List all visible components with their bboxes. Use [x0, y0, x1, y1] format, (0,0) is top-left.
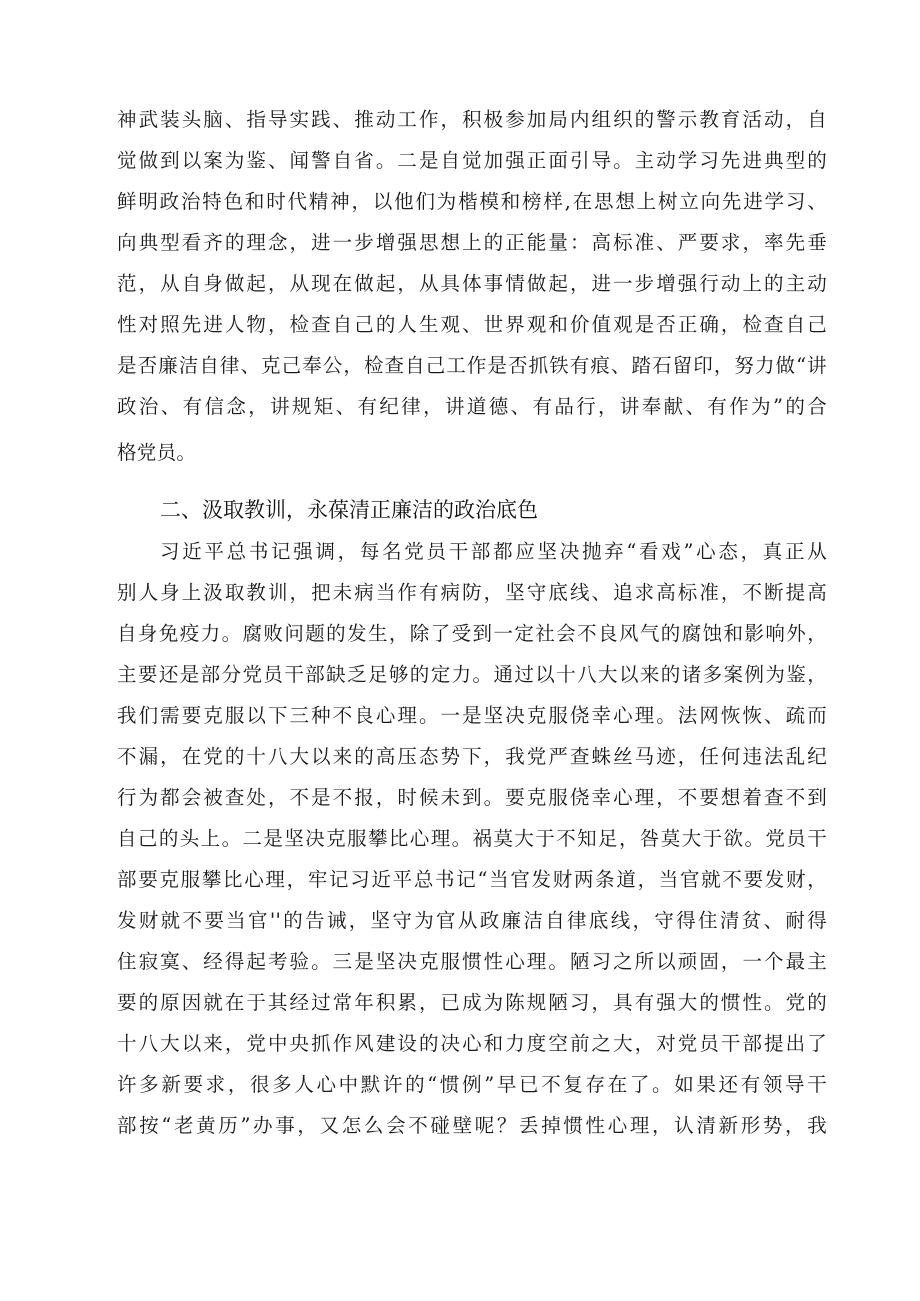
text-line: 行为都会被查处，不是不报，时候未到。要克服侥幸心理，不要想着查不到: [117, 786, 827, 809]
text-line: 部要克服攀比心理，牢记习近平总书记“当官发财两条道，当官就不要发财，: [117, 868, 827, 891]
text-line: 我们需要克服以下三种不良心理。一是坚决克服侥幸心理。法网恢恢、疏而: [117, 704, 827, 727]
text-line: 自己的头上。二是坚决克服攀比心理。祸莫大于不知足，咎莫大于欲。党员干: [117, 827, 827, 850]
text-line: 范，从自身做起，从现在做起，从具体事情做起，进一步增强行动上的主动: [117, 272, 827, 295]
text-line: 是否廉洁自律、克己奉公，检查自己工作是否抓铁有痕、踏石留印，努力做“讲: [117, 354, 827, 377]
text-line: 觉做到以案为鉴、闻警自省。二是自觉加强正面引导。主动学习先进典型的: [117, 149, 827, 172]
text-line: 发财就不要当官''的告诫，坚守为官从政廉洁自律底线，守得住清贫、耐得: [117, 909, 827, 932]
text-line: 主要还是部分党员干部缺乏足够的定力。通过以十八大以来的诸多案例为鉴，: [117, 663, 827, 686]
text-line: 政治、有信念，讲规矩、有纪律，讲道德、有品行，讲奉献、有作为”的合: [117, 395, 827, 418]
text-line: 十八大以来，党中央抓作风建设的决心和力度空前之大，对党员干部提出了: [117, 1032, 827, 1055]
text-line: 别人身上汲取教训，把未病当作有病防，坚守底线、追求高标准，不断提高: [117, 581, 827, 604]
text-line: 习近平总书记强调，每名党员干部都应坚决抛弃“看戏”心态，真正从: [160, 540, 827, 563]
text-line: 要的原因就在于其经过常年积累，已成为陈规陋习，具有强大的惯性。党的: [117, 991, 827, 1014]
text-line: 鲜明政治特色和时代精神，以他们为楷模和榜样,在思想上树立向先进学习、: [117, 190, 827, 213]
text-line: 格党员。: [117, 441, 197, 464]
text-line: 部按“老黄历”办事，又怎么会不碰壁呢？丢掉惯性心理，认清新形势，我: [117, 1114, 827, 1137]
text-line: 住寂寞、经得起考验。三是坚决克服惯性心理。陋习之所以顽固，一个最主: [117, 950, 827, 973]
section-heading: 二、汲取教训，永葆清正廉洁的政治底色: [160, 498, 538, 522]
text-line: 许多新要求，很多人心中默许的“惯例”早已不复存在了。如果还有领导干: [117, 1073, 827, 1096]
text-line: 性对照先进人物，检查自己的人生观、世界观和价值观是否正确，检查自己: [117, 313, 827, 336]
text-line: 神武装头脑、指导实践、推动工作，积极参加局内组织的警示教育活动，自: [117, 108, 827, 131]
text-line: 向典型看齐的理念，进一步增强思想上的正能量：高标准、严要求，率先垂: [117, 231, 827, 254]
text-line: 自身免疫力。腐败问题的发生，除了受到一定社会不良风气的腐蚀和影响外，: [117, 622, 827, 645]
text-line: 不漏，在党的十八大以来的高压态势下，我党严查蛛丝马迹，任何违法乱纪: [117, 745, 827, 768]
